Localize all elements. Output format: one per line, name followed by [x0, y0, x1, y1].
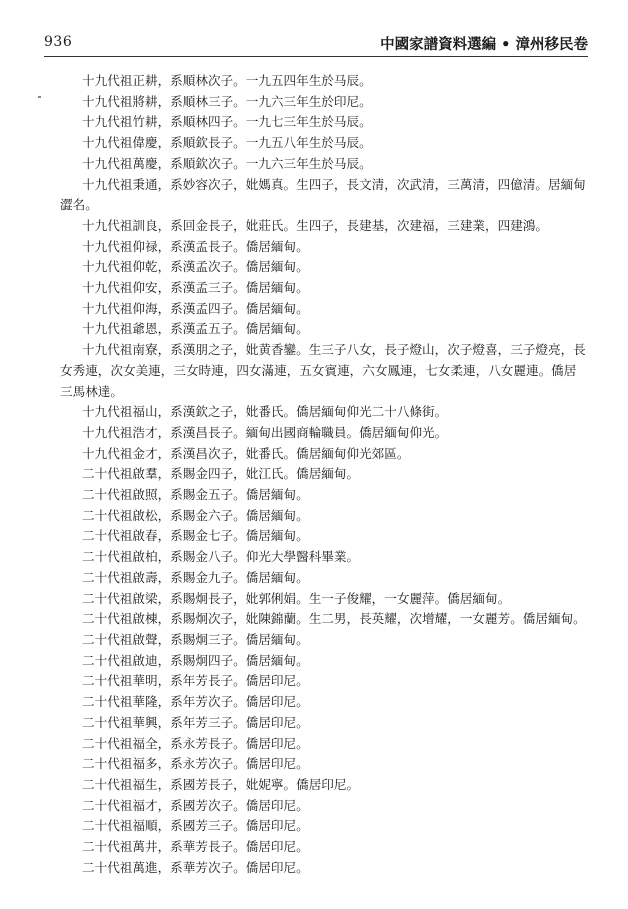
entry-paragraph: 二十代祖福順，系國芳三子。僑居印尼。: [82, 818, 309, 834]
entry-paragraph: 十九代祖秉通，系妙容次子，妣媽真。生四子，長文清，次武清，三萬清，四億清。居緬甸澀名。: [60, 176, 586, 213]
entry-paragraph: 十九代祖仰安，系漢孟三子。僑居緬甸。: [82, 280, 309, 296]
entry-paragraph: 二十代祖啟棟，系賜炯次子，妣陳錦蘭。生二男，長英耀，次增耀，一女麗芳。僑居緬甸。: [82, 611, 586, 627]
entry-paragraph: 十九代祖金才，系漢昌次子，妣番氏。僑居緬甸仰光郊區。: [82, 445, 410, 461]
entry-paragraph: 十九代祖竹耕，系順林四子。一九七三年生於马辰。: [82, 114, 372, 130]
entry-paragraph: 二十代祖福全，系永芳長子。僑居印尼。: [82, 735, 309, 751]
entry-paragraph: 二十代祖華興，系年芳三子。僑居印尼。: [82, 714, 309, 730]
entry-paragraph: 二十代祖啟迪，系賜炯四子。僑居緬甸。: [82, 652, 309, 668]
page-header: [44, 32, 588, 57]
entry-paragraph: 十九代祖仰禄，系漢孟長子。僑居緬甸。: [82, 238, 309, 254]
genealogy-text: [60, 71, 588, 878]
entry-paragraph: 十九代祖福山，系漢欽之子，妣番氏。僑居緬甸仰光二十八條街。: [82, 404, 448, 420]
entry-paragraph: 十九代祖南寮，系漢朋之子，妣黄香鑾。生三子八女，長子燈山，次子燈喜，三子燈亮，長女秀連，次女美連，三女時連，四女滿連，五女賓連，六女鳳連，七女柔連，八女麗連。僑居三馬林達。: [60, 342, 586, 399]
entry-paragraph: 十九代祖仰海，系漢孟四子。僑居緬甸。: [82, 300, 309, 316]
entry-paragraph: 二十代祖福多，系永芳次子。僑居印尼。: [82, 756, 309, 772]
entry-paragraph: 十九代祖浩才，系漢昌長子。緬甸出國商輪職員。僑居緬甸仰光。: [82, 424, 448, 440]
entry-paragraph: 十九代祖訓良，系回金長子，妣莊氏。生四子，長建基，次建福，三建業，四建鴻。: [82, 217, 548, 233]
entry-paragraph: 二十代祖啟春，系賜金七子。僑居緬甸。: [82, 528, 309, 544]
entry-paragraph: 二十代祖啟梁，系賜炯長子，妣郭俐娟。生一子俊耀，一女麗萍。僑居緬甸。: [82, 590, 511, 606]
entry-paragraph: 十九代祖爺恩，系漢孟五子。僑居緬甸。: [82, 321, 309, 337]
entry-paragraph: 二十代祖啟壽，系賜金九子。僑居緬甸。: [82, 569, 309, 585]
entry-paragraph: 二十代祖啟柏，系賜金八子。仰光大學醫科畢業。: [82, 549, 360, 565]
entry-paragraph: 二十代祖福才，系國芳次子。僑居印尼。: [82, 797, 309, 813]
entry-paragraph: 二十代祖啟松，系賜金六子。僑居緬甸。: [82, 507, 309, 523]
margin-mark: [38, 96, 41, 98]
entry-paragraph: 二十代祖萬井，系華芳長子。僑居印尼。: [82, 839, 309, 855]
entry-paragraph: 二十代祖福生，系國芳長子，妣妮寧。僑居印尼。: [82, 776, 360, 792]
entry-paragraph: 二十代祖萬進，系華芳次子。僑居印尼。: [82, 859, 309, 875]
entry-paragraph: 十九代祖仰乾，系漢孟次子。僑居緬甸。: [82, 259, 309, 275]
page-number: 936: [44, 34, 73, 50]
running-title: 中國家譜資料選編 • 漳州移民卷: [380, 36, 588, 53]
entry-paragraph: 二十代祖華隆，系年芳次子。僑居印尼。: [82, 694, 309, 710]
entry-paragraph: 二十代祖啟羣，系賜金四子，妣江氏。僑居緬甸。: [82, 466, 360, 482]
entry-paragraph: 二十代祖啟聲，系賜炯三子。僑居緬甸。: [82, 631, 309, 647]
entry-paragraph: 二十代祖啟照，系賜金五子。僑居緬甸。: [82, 487, 309, 503]
entry-paragraph: 十九代祖將耕，系順林三子。一九六三年生於印尼。: [82, 93, 372, 109]
entry-paragraph: 十九代祖正耕，系順林次子。一九五四年生於马辰。: [82, 73, 372, 88]
entry-paragraph: 十九代祖萬慶，系順欽次子。一九六三年生於马辰。: [82, 155, 372, 171]
entry-paragraph: 二十代祖華明，系年芳長子。僑居印尼。: [82, 673, 309, 689]
entry-paragraph: 十九代祖偉慶，系順欽長子。一九五八年生於马辰。: [82, 135, 372, 151]
